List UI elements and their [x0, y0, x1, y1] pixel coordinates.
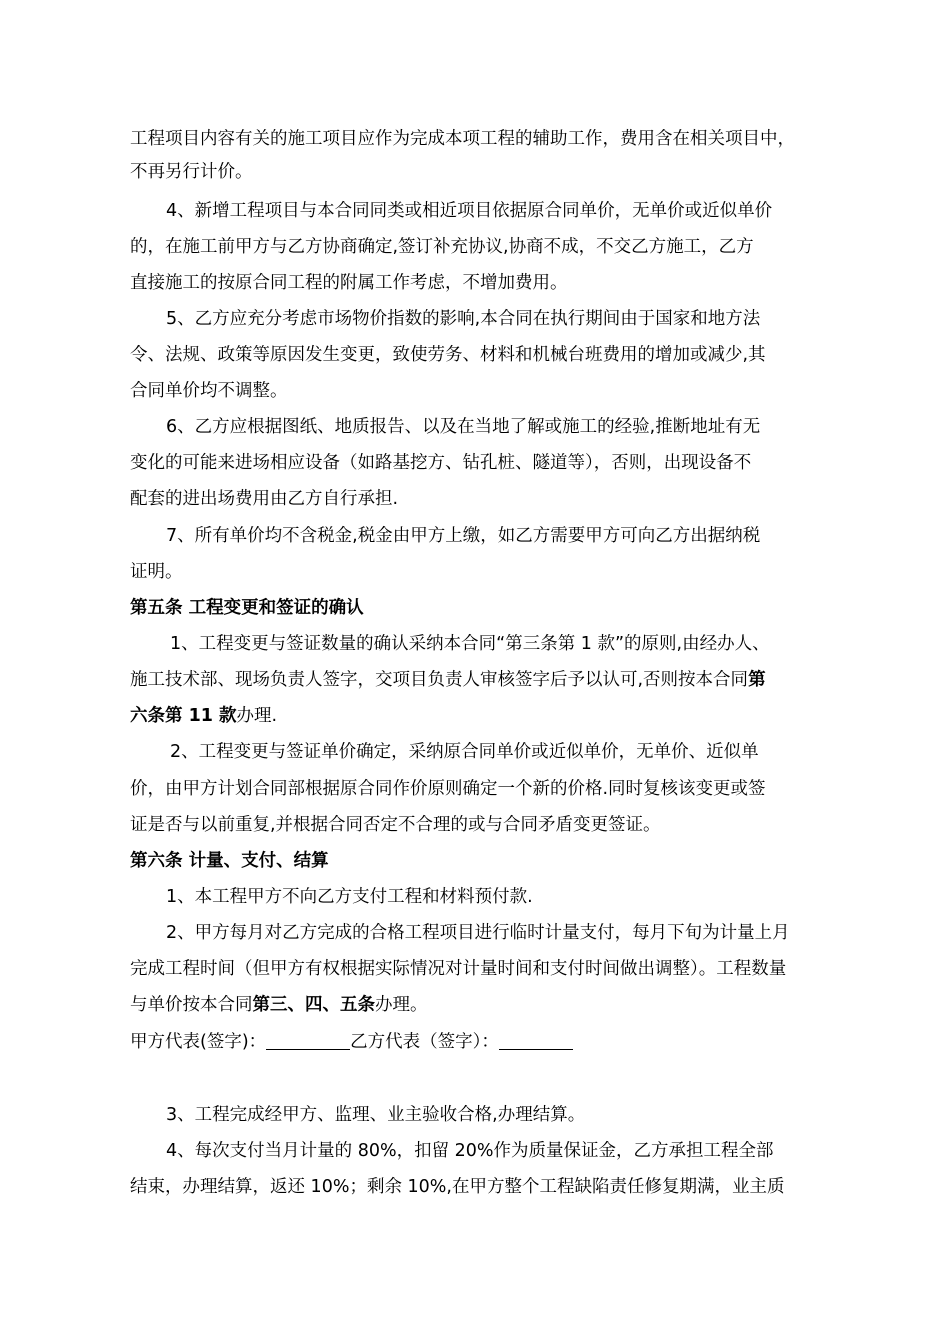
paragraph-line: 令、法规、政策等原因发生变更，致使劳务、材料和机械台班费用的增加或减少,其	[130, 345, 766, 365]
paragraph-line: 变化的可能来进场相应设备（如路基挖方、钻孔桩、隧道等），否则，出现设备不	[130, 453, 752, 473]
paragraph-line: 6、乙方应根据图纸、地质报告、以及在当地了解或施工的经验,推断地址有无	[166, 417, 761, 437]
paragraph-line: 价，由甲方计划合同部根据原合同作价原则确定一个新的价格.同时复核该变更或签	[130, 779, 766, 799]
paragraph-line: 3、工程完成经甲方、监理、业主验收合格,办理结算。	[166, 1105, 586, 1125]
paragraph-line: 结束，办理结算，返还 10%；剩余 10%,在甲方整个工程缺陷责任修复期满，业主质	[130, 1177, 785, 1197]
paragraph-text: 施工技术部、现场负责人签字，交项目负责人审核签字后予以认可,否则按本合同	[130, 670, 749, 690]
paragraph-line: 完成工程时间（但甲方有权根据实际情况对计量时间和支付时间做出调整）。工程数量	[130, 959, 787, 979]
paragraph-line: 工程项目内容有关的施工项目应作为完成本项工程的辅助工作，费用含在相关项目中，	[130, 129, 795, 149]
paragraph-line	[130, 704, 830, 728]
emphasis-text: 第	[748, 670, 766, 690]
paragraph-line: 1、工程变更与签证数量的确认采纳本合同“第三条第 1 款”的原则,由经办人、	[170, 634, 770, 654]
party-b-signature-blank	[499, 1031, 573, 1050]
paragraph-line: 2、甲方每月对乙方完成的合格工程项目进行临时计量支付，每月下旬为计量上月	[166, 923, 790, 943]
paragraph-line	[130, 993, 830, 1017]
section-heading: 第五条 工程变更和签证的确认	[130, 598, 364, 618]
paragraph-line	[130, 668, 830, 692]
paragraph-line: 7、所有单价均不含税金,税金由甲方上缴，如乙方需要甲方可向乙方出据纳税	[166, 526, 761, 546]
paragraph-line: 不再另行计价。	[130, 162, 253, 182]
section-heading: 第六条 计量、支付、结算	[130, 851, 329, 871]
paragraph-line: 配套的进出场费用由乙方自行承担.	[130, 489, 399, 509]
paragraph-line: 证明。	[130, 562, 183, 582]
emphasis-text: 第三、四、五条	[252, 995, 375, 1015]
signature-line	[130, 1030, 830, 1054]
paragraph-line: 合同单价均不调整。	[130, 381, 288, 401]
party-b-signature-label: 乙方代表（签字）：	[350, 1032, 499, 1052]
party-a-signature-label: 甲方代表(签字)：	[130, 1032, 267, 1052]
party-a-signature-blank	[266, 1031, 350, 1050]
paragraph-line: 4、新增工程项目与本合同同类或相近项目依据原合同单价，无单价或近似单价	[166, 201, 773, 221]
paragraph-text: 办理.	[236, 706, 278, 726]
paragraph-line: 的，在施工前甲方与乙方协商确定,签订补充协议,协商不成，不交乙方施工，乙方	[130, 237, 754, 257]
paragraph-line: 4、每次支付当月计量的 80%，扣留 20%作为质量保证金，乙方承担工程全部	[166, 1141, 774, 1161]
paragraph-line: 1、本工程甲方不向乙方支付工程和材料预付款.	[166, 887, 533, 907]
paragraph-line: 2、工程变更与签证单价确定，采纳原合同单价或近似单价，无单价、近似单	[170, 742, 759, 762]
paragraph-line: 直接施工的按原合同工程的附属工作考虑，不增加费用。	[130, 273, 568, 293]
paragraph-text: 与单价按本合同	[130, 995, 253, 1015]
emphasis-text: 六条第 11 款	[130, 706, 237, 726]
paragraph-text: 办理。	[375, 995, 428, 1015]
paragraph-line: 证是否与以前重复,并根据合同否定不合理的或与合同矛盾变更签证。	[130, 815, 661, 835]
paragraph-line: 5、乙方应充分考虑市场物价指数的影响,本合同在执行期间由于国家和地方法	[166, 309, 761, 329]
